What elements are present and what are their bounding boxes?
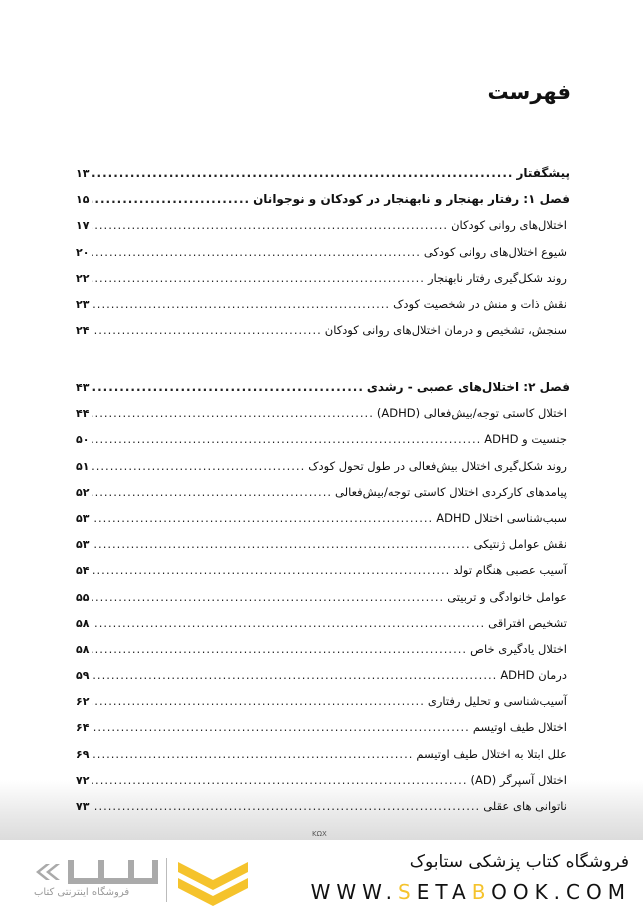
dot-leader	[92, 426, 481, 452]
toc-entry-page: ۴۳	[76, 381, 90, 394]
toc-entry-page: ۵۸	[76, 642, 90, 656]
toc-entry[interactable]	[76, 291, 570, 317]
toc-entry-title: نقش عوامل ژنتیکی	[473, 537, 567, 552]
dot-leader	[92, 662, 497, 688]
toc-section-2	[76, 374, 570, 819]
toc-entry-title: پیامدهای کارکردی اختلال کاستی توجه/بیش‌فعالی	[335, 484, 567, 499]
toc-entry-page: ۵۴	[76, 564, 90, 578]
toc-entry-page: ۲۳	[76, 297, 90, 311]
toc-entry-title: جنسیت و ADHD	[484, 432, 567, 447]
shop-name: فروشگاه کتاب پزشکی ستابوک	[409, 852, 629, 872]
dot-leader	[92, 291, 390, 317]
toc-entry[interactable]	[76, 714, 570, 740]
toc-entry[interactable]	[76, 767, 570, 793]
dot-leader	[92, 793, 480, 819]
toc-entry[interactable]	[76, 531, 570, 557]
toc-entry-page: ۷۲	[76, 773, 90, 787]
toc-entry[interactable]	[76, 453, 570, 479]
toc-entry[interactable]	[76, 374, 570, 400]
toc-entry[interactable]	[76, 636, 570, 662]
toc-entry-title: ناتوانی های عقلی	[483, 799, 567, 813]
toc-entry-page: ۵۵	[76, 590, 90, 604]
dot-leader	[92, 531, 470, 557]
toc-entry-page: ۲۲	[76, 271, 90, 285]
dot-leader	[92, 714, 469, 740]
toc-entry-page: ۲۰	[76, 245, 90, 259]
toc-entry-title: سبب‌شناسی اختلال ADHD	[436, 510, 567, 525]
toc-entry-page: ۷۳	[76, 800, 90, 813]
dot-leader	[92, 453, 305, 479]
toc-entry-title: نقش ذات و منش در شخصیت کودک	[393, 296, 567, 311]
toc-entry-title: سنجش، تشخیص و درمان اختلال‌های روانی کودکان	[324, 323, 567, 338]
dot-leader	[92, 688, 424, 714]
toc-entry[interactable]	[76, 741, 570, 767]
toc-entry-title: درمان ADHD	[500, 668, 567, 683]
toc-entry-page: ۵۰	[76, 433, 90, 447]
toc-entry[interactable]	[76, 239, 570, 265]
toc-entry-page: ۶۲	[76, 695, 90, 709]
toc-entry[interactable]	[76, 212, 570, 238]
toc-entry-title: فصل ۱: رفتار بهنجار و نابهنجار در کودکان و نوجوانان	[253, 192, 570, 207]
toc-entry-title: اختلال‌های روانی کودکان	[451, 218, 567, 233]
toc-section-1	[76, 160, 570, 343]
toc-entry[interactable]	[76, 426, 570, 452]
toc-entry[interactable]	[76, 265, 570, 291]
toc-entry-title: اختلال آسپرگر (AD)	[470, 772, 567, 787]
toc-entry[interactable]	[76, 793, 570, 819]
toc-entry-page: ۵۳	[76, 511, 90, 525]
toc-entry-page: ۶۴	[76, 721, 90, 735]
toc-entry-page: ۵۳	[76, 538, 90, 552]
toc-entry-title: اختلال کاستی توجه/بیش‌فعالی (ADHD)	[376, 406, 567, 421]
toc-entry-page: ۱۷	[76, 219, 90, 233]
toc-entry-title: علل ابتلا به اختلال طیف اوتیسم	[416, 746, 567, 761]
toc-entry-page: ۵۱	[76, 459, 90, 473]
toc-entry-title: اختلال یادگیری خاص	[470, 641, 567, 656]
toc-entry-page: ۴۴	[76, 407, 90, 421]
toc-entry[interactable]	[76, 610, 570, 636]
toc-entry[interactable]	[76, 479, 570, 505]
toc-entry-page: ۶۹	[76, 747, 90, 761]
page-mark: ΚΩΧ	[312, 830, 327, 838]
dot-leader	[92, 557, 450, 583]
dot-leader	[92, 317, 321, 343]
toc-entry-title: پیشگفتار	[516, 166, 570, 180]
toc-entry-title: اختلال طیف اوتیسم	[472, 720, 567, 735]
page-title: فهرست	[487, 80, 571, 104]
dot-leader	[92, 741, 413, 767]
dot-leader	[92, 239, 420, 265]
toc-entry-title: روند شکل‌گیری اختلال بیش‌فعالی در طول تحول کودک	[308, 458, 567, 473]
toc-entry-page: ۵۸	[76, 616, 90, 630]
dot-leader	[92, 400, 373, 426]
toc-entry-page: ۵۹	[76, 669, 90, 683]
dot-leader	[92, 636, 467, 662]
toc-entry-page: ۲۴	[76, 324, 90, 338]
setabook-logo-icon	[28, 850, 253, 908]
toc-entry[interactable]	[76, 400, 570, 426]
toc-entry-title: آسیب عصبی هنگام تولد	[453, 563, 567, 578]
toc-entry[interactable]	[76, 662, 570, 688]
toc-entry-title: فصل ۲: اختلال‌های عصبی - رشدی	[366, 380, 570, 394]
dot-leader	[92, 610, 485, 636]
store-url[interactable]: WWW.SETABOOK.COM	[310, 880, 631, 904]
toc-entry[interactable]	[76, 688, 570, 714]
toc-entry[interactable]	[76, 584, 570, 610]
dot-leader	[92, 584, 444, 610]
toc-entry[interactable]	[76, 186, 570, 212]
toc-entry-page: ۱۵	[76, 193, 90, 207]
dot-leader	[92, 265, 425, 291]
dot-leader	[92, 479, 332, 505]
toc-entry-title: شیوع اختلال‌های روانی کودکی	[423, 244, 567, 259]
toc-entry-page: ۵۲	[76, 485, 90, 499]
toc-entry[interactable]	[76, 557, 570, 583]
dot-leader	[92, 160, 513, 186]
dot-leader	[92, 767, 467, 793]
toc-entry-title: آسیب‌شناسی و تحلیل رفتاری	[427, 694, 567, 709]
toc-entry[interactable]	[76, 160, 570, 186]
toc-entry-title: تشخیص افتراقی	[488, 615, 567, 630]
dot-leader	[92, 186, 250, 212]
store-banner	[0, 840, 643, 911]
dot-leader	[92, 505, 433, 531]
toc-entry-title: روند شکل‌گیری رفتار نابهنجار	[427, 270, 567, 285]
dot-leader	[92, 212, 448, 238]
toc-entry[interactable]	[76, 505, 570, 531]
toc-entry[interactable]	[76, 317, 570, 343]
toc-entry-page: ۱۳	[76, 167, 90, 180]
toc-entry-title: عوامل خانوادگی و تربیتی	[447, 589, 567, 604]
logo-tagline: فروشگاه اینترنتی کتاب	[34, 887, 130, 898]
dot-leader	[92, 374, 363, 400]
